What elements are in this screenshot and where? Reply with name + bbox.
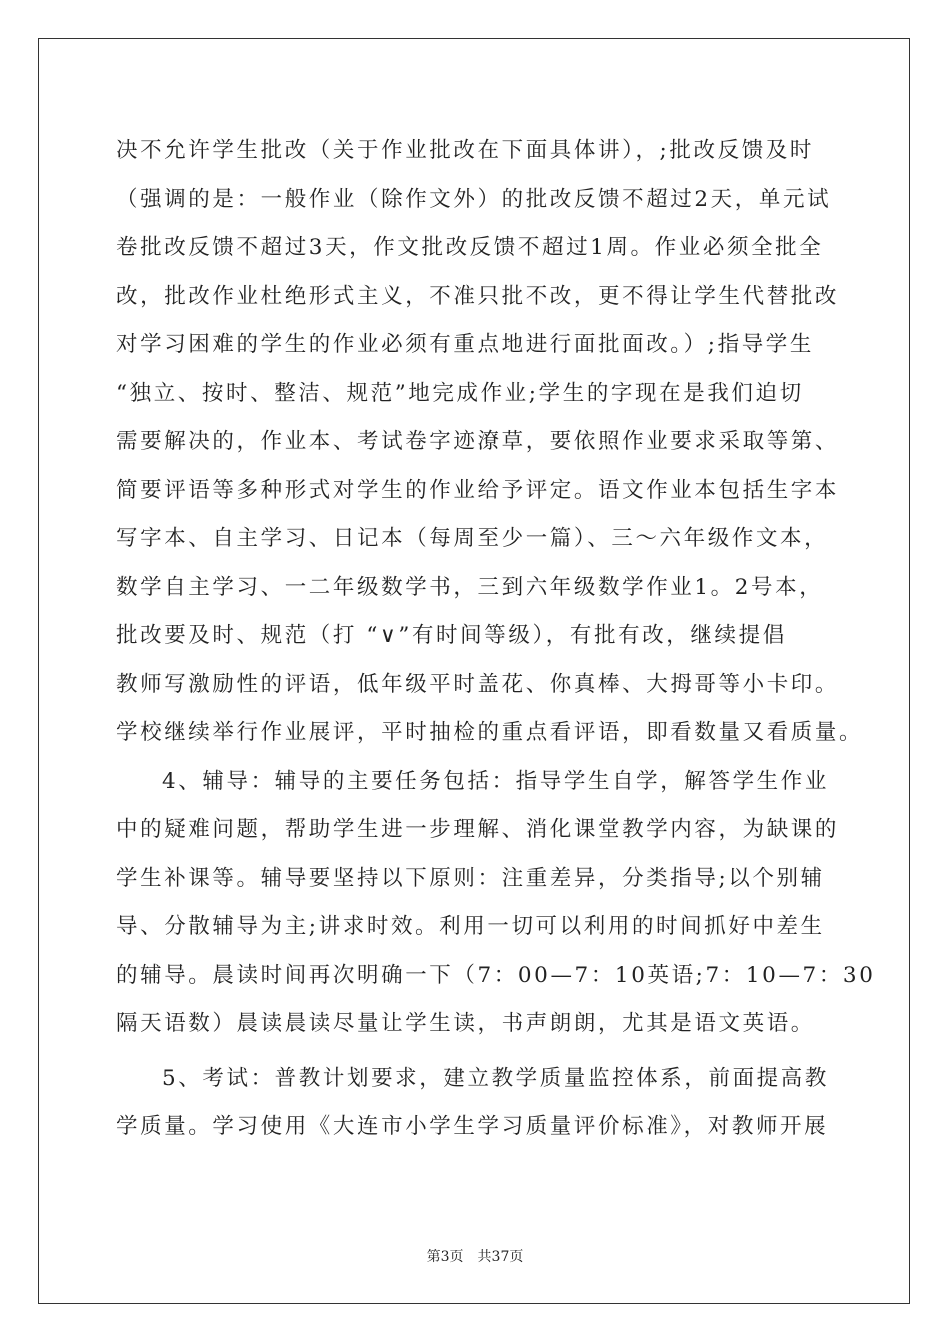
text-line: 导、分散辅导为主;讲求时效。利用一切可以利用的时间抓好中差生 — [116, 914, 825, 939]
text-line: 数学自主学习、一二年级数学书，三到六年级数学作业1。2号本， — [116, 574, 824, 600]
text-line: 写字本、自主学习、日记本（每周至少一篇）、三～六年级作文本， — [116, 526, 829, 551]
paragraph-tutoring — [116, 758, 876, 1049]
text-line: “独立、按时、整洁、规范”地完成作业;学生的字现在是我们迫切 — [116, 380, 804, 406]
text-line: 简要评语等多种形式对学生的作业给予评定。语文作业本包括生字本 — [116, 477, 840, 503]
text-line: 批改要及时、规范（打 “∨”有时间等级），有批有改，继续提倡 — [116, 623, 787, 648]
text-line: 4、辅导：辅导的主要任务包括：指导学生自学，解答学生作业 — [162, 768, 829, 794]
text-line: 卷批改反馈不超过3天，作文批改反馈不超过1周。作业必须全批全 — [116, 235, 824, 260]
text-line: 5、考试：普教计划要求，建立教学质量监控体系，前面提高教 — [162, 1065, 829, 1091]
text-line: 学质量。学习使用《大连市小学生学习质量评价标准》，对教师开展 — [116, 1114, 829, 1139]
text-line: 隔天语数）晨读晨读尽量让学生读，书声朗朗，尤其是语文英语。 — [116, 1011, 815, 1036]
text-line: 的辅导。晨读时间再次明确一下（7：00—7：10英语;7：10—7：30 — [116, 962, 876, 988]
text-line: 对学习困难的学生的作业必须有重点地进行面批面改。）;指导学生 — [116, 332, 814, 357]
text-line: 学校继续举行作业展评，平时抽检的重点看评语，即看数量又看质量。 — [116, 720, 864, 745]
text-line: 决不允许学生批改（关于作业批改在下面具体讲），;批改反馈及时 — [116, 138, 814, 163]
paragraph-exams — [116, 1055, 840, 1152]
text-line: （强调的是：一般作业（除作文外）的批改反馈不超过2天，单元试 — [116, 186, 832, 212]
page-footer: 第3页 共37页 — [426, 1249, 524, 1265]
document-body — [116, 127, 876, 1152]
text-line: 教师写激励性的评语，低年级平时盖花、你真棒、大拇哥等小卡印。 — [116, 671, 840, 697]
text-line: 需要解决的，作业本、考试卷字迹潦草，要依照作业要求采取等第、 — [116, 429, 840, 454]
text-line: 改，批改作业杜绝形式主义，不准只批不改，更不得让学生代替批改 — [116, 283, 840, 309]
paragraph-homework — [116, 127, 864, 758]
text-line: 学生补课等。辅导要坚持以下原则：注重差异，分类指导;以个别辅 — [116, 865, 825, 891]
text-line: 中的疑难问题，帮助学生进一步理解、消化课堂教学内容，为缺课的 — [116, 817, 840, 842]
